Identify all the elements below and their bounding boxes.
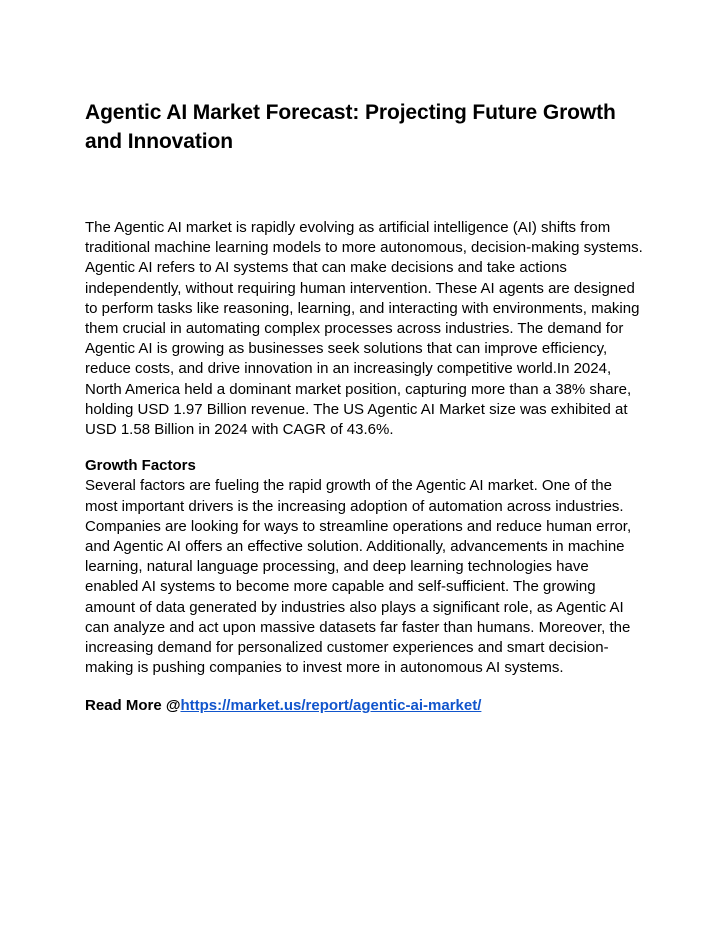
read-more-line [85,696,645,716]
intro-paragraph: The Agentic AI market is rapidly evolving as artificial intelligence (AI) shifts from traditional machine learning models to more autonomous, decision-making systems. Agentic AI refers to AI systems that can make decisions and take actions independently, without requiring human intervention. These AI agents are designed to perform tasks like reasoning, learning, and interacting with environments, making them crucial in automating complex processes across industries. The demand for Agentic AI is growing as businesses seek solutions that can improve efficiency, reduce costs, and drive innovation in an increasingly competitive world.In 2024, North America held a dominant market position, capturing more than a 38% share, holding USD 1.97 Billion revenue. The US Agentic AI Market size was exhibited at USD 1.58 Billion in 2024 with CAGR of 43.6%. [85,219,643,439]
page-title: Agentic AI Market Forecast: Projecting Future Growth and Innovation [85,101,616,153]
document-page [85,98,645,717]
growth-factors-heading: Growth Factors [85,457,196,475]
report-link[interactable]: https://market.us/report/agentic-ai-market/ [180,697,482,715]
growth-factors-paragraph: Several factors are fueling the rapid growth of the Agentic AI market. One of the most important drivers is the increasing adoption of automation across industries. Companies are looking for ways to streamline operations and reduce human error, and Agentic AI offers an effective solution. Additionally, advancements in machine learning, natural language processing, and deep learning technologies have enabled AI systems to become more capable and self-sufficient. The growing amount of data generated by industries also plays a significant role, as Agentic AI can analyze and act upon massive datasets far faster than humans. Moreover, the increasing demand for personalized customer experiences and smart decision-making is pushing companies to invest more in autonomous AI systems. [85,477,632,677]
read-more-label: Read More @ [85,697,181,715]
